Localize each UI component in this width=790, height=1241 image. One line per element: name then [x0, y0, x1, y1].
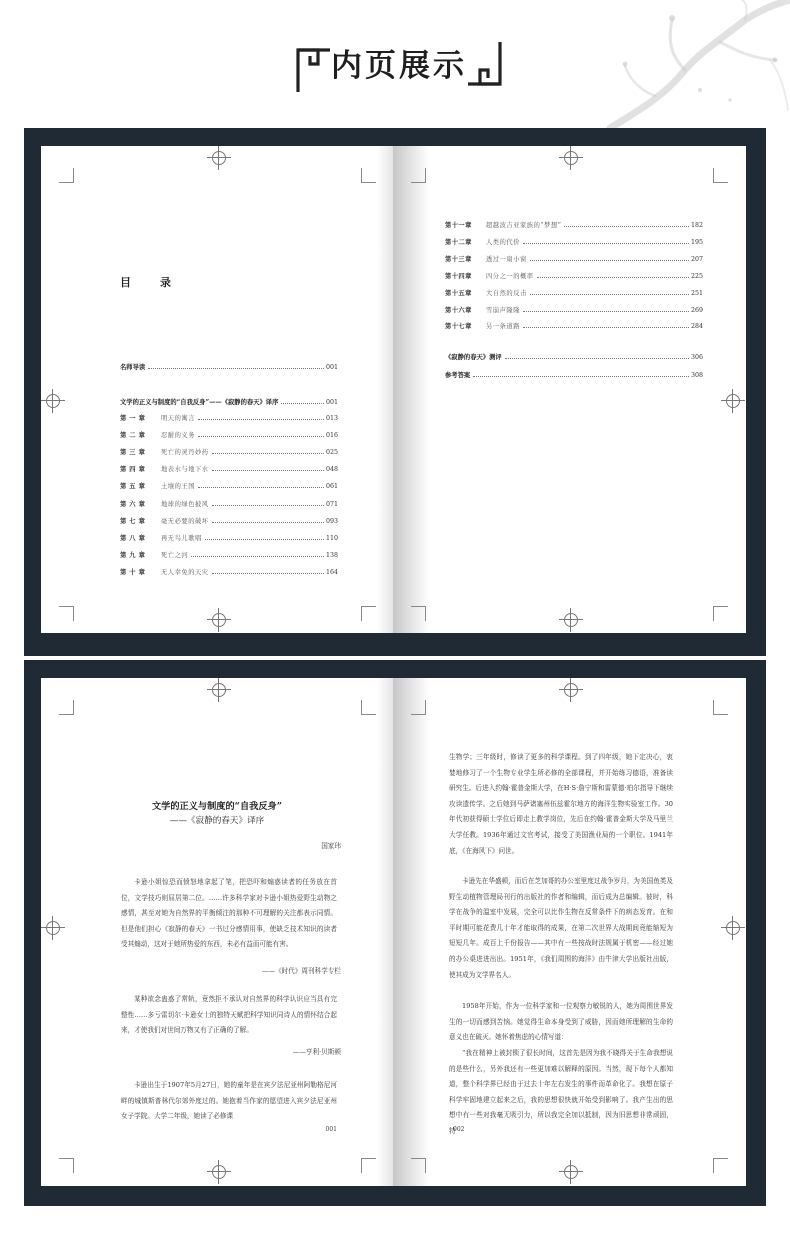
- page-shadow: [377, 678, 393, 1186]
- chapter-title: 明天的寓言: [161, 415, 195, 422]
- toc-heading: 目 录: [120, 276, 180, 289]
- chapter-title: 大自然的反击: [486, 289, 527, 297]
- chapter-page: 016: [325, 432, 338, 440]
- leader-dots: [564, 226, 689, 227]
- chapter-title: 四分之一的概率: [486, 272, 534, 280]
- chapter-title: 再无鸟儿歌唱: [161, 534, 202, 542]
- chapter-page: 048: [325, 466, 338, 474]
- chapter-title: 另一条道路: [486, 323, 520, 331]
- crop-mark-icon: [713, 606, 728, 621]
- leader-dots: [198, 487, 324, 488]
- toc-entry: [445, 237, 703, 246]
- toc-entry: [120, 499, 338, 508]
- leader-dots: [530, 294, 689, 295]
- chapter-page: 164: [325, 568, 338, 576]
- leader-dots: [212, 453, 324, 454]
- chapter-title: 超越波吉亚家族的“梦想”: [486, 222, 562, 229]
- toc-list-right: [445, 220, 703, 410]
- chapter-page: 195: [690, 238, 703, 246]
- leader-dots: [212, 573, 324, 574]
- crop-mark-icon: [59, 168, 74, 183]
- chapter-number: 第 七 章: [120, 517, 146, 525]
- chapter-page: 269: [690, 306, 703, 314]
- chapter-page: 025: [325, 449, 338, 457]
- crop-mark-icon: [59, 1158, 74, 1173]
- leader-dots: [212, 470, 324, 471]
- toc-entry: [120, 533, 338, 542]
- registration-mark-icon: [563, 150, 579, 166]
- essay-author: 国家玮: [321, 842, 341, 850]
- toc-entry: [120, 430, 338, 439]
- registration-mark-icon: [211, 1164, 227, 1180]
- body-paragraph: 1958年开始，作为一位科学家和一位观察力敏锐的人，她为周围世界发生的一切而感到苦恼。她觉得生命本身受到了威胁，因而她所理解的生命的意义也在破灭。她怀着焦虑的心情写道：: [449, 1002, 673, 1042]
- page-number: 001: [325, 1126, 337, 1133]
- ink-branch-decoration: [570, 0, 790, 128]
- chapter-number: 第十四章: [445, 272, 472, 280]
- bracket-right-icon: [466, 40, 502, 94]
- toc-page-left: [41, 146, 393, 633]
- page-shadow: [393, 146, 429, 633]
- spread-toc: [24, 128, 766, 656]
- leader-dots: [530, 260, 689, 261]
- leader-dots: [205, 539, 324, 540]
- chapter-page: 284: [690, 323, 703, 331]
- toc-entry: [120, 413, 338, 422]
- section-title-text: 内页展示: [331, 48, 467, 84]
- chapter-page: 110: [325, 534, 338, 542]
- chapter-number: 第十一章: [445, 222, 472, 229]
- registration-mark-icon: [45, 920, 61, 936]
- chapter-page: 251: [690, 289, 703, 297]
- registration-mark-icon: [563, 612, 579, 628]
- toc-entry: 文学的正义与制度的“自我反身”——《寂静的春天》译序 001: [120, 399, 338, 406]
- chapter-title: 雪崩声隆隆: [486, 306, 520, 314]
- toc-entry: 名师导读 001: [120, 364, 338, 371]
- chapter-title: 土壤的王国: [161, 483, 195, 491]
- toc-entry: [445, 271, 703, 280]
- chapter-number: 第 十 章: [120, 568, 146, 576]
- chapter-number: 第十三章: [445, 255, 472, 263]
- registration-mark-icon: [563, 1164, 579, 1180]
- chapter-title: 毫无必要的破坏: [161, 517, 209, 525]
- chapter-number: 第 九 章: [120, 551, 146, 559]
- leader-dots: [523, 243, 689, 244]
- crop-mark-icon: [59, 700, 74, 715]
- crop-mark-icon: [361, 700, 376, 715]
- chapter-page: 225: [690, 272, 703, 280]
- chapter-number: 第 二 章: [120, 432, 146, 440]
- registration-mark-icon: [563, 682, 579, 698]
- chapter-title: 无人幸免的天灾: [161, 568, 209, 576]
- leader-dots: [537, 277, 689, 278]
- crop-mark-icon: [411, 606, 426, 621]
- preface-page-right: [393, 678, 746, 1186]
- chapter-page: 093: [325, 517, 338, 525]
- chapter-page: 013: [325, 415, 338, 422]
- toc-entry: [445, 321, 703, 330]
- chapter-number: 第十六章: [445, 306, 472, 314]
- toc-list-left: [120, 362, 338, 622]
- chapter-page: 182: [690, 222, 703, 229]
- crop-mark-icon: [411, 700, 426, 715]
- epigraph-1: 卡逊小姐惊恐而愤怒地拿起了笔，把恐吓和煽惑读者的任务放在首位，文学技巧则屈居第二位。……许多科学家对卡逊小姐热爱野生动物之感情，甚至对她为自然界的平衡倾注的那种不可理解的关注都表示同情。但是他们担心《寂静的春天》一书过分感情用事，使缺乏技术知识的读者受其煽动，这对于她所热爱的东西，未必有益而可能有害。: [121, 878, 337, 949]
- chapter-title: 地球的绿色披风: [161, 500, 209, 508]
- toc-entry: [120, 481, 338, 490]
- toc-entry: [120, 567, 338, 576]
- epigraph-2: 某种欲念蛊惑了常轨，竟然拒不承认对自然界的科学认识应当具有完整性……多亏雷切尔·卡逊女士的独特天赋把科学知识同诗人的情怀结合起来，才使我们对世间万物又有了正确的了解。: [121, 995, 337, 1035]
- toc-entry: [120, 516, 338, 525]
- leader-dots: [523, 327, 689, 328]
- toc-entry: [120, 447, 338, 456]
- essay-subtitle: ——《寂静的春天》译序: [169, 816, 265, 826]
- registration-mark-icon: [211, 150, 227, 166]
- chapter-number: 第 五 章: [120, 483, 146, 491]
- chapter-page: 061: [325, 483, 338, 491]
- crop-mark-icon: [713, 168, 728, 183]
- leader-dots: [198, 436, 324, 437]
- epigraph-2-attribution: ——亨利·贝斯顿: [292, 1048, 341, 1056]
- crop-mark-icon: [713, 700, 728, 715]
- chapter-title: 地表水与地下水: [161, 466, 209, 474]
- toc-entry: [120, 464, 338, 473]
- leader-dots: [198, 419, 324, 420]
- chapter-number: 第 四 章: [120, 466, 146, 474]
- chapter-number: 第 一 章: [120, 415, 146, 422]
- leader-dots: [212, 505, 324, 506]
- toc-entry: 《寂静的春天》测评 306: [445, 354, 703, 361]
- chapter-page: 071: [325, 500, 338, 508]
- chapter-number: 第 八 章: [120, 534, 146, 542]
- page-number: 002: [453, 1126, 465, 1133]
- chapter-number: 第 三 章: [120, 449, 146, 457]
- registration-mark-icon: [211, 682, 227, 698]
- chapter-title: 死亡之河: [161, 551, 189, 559]
- crop-mark-icon: [411, 168, 426, 183]
- crop-mark-icon: [411, 1158, 426, 1173]
- registration-mark-icon: [45, 393, 61, 409]
- body-paragraph: 卡逊先在华盛顿，而后在芝加哥的办公室里度过战争岁月，为美国鱼类及野生动植物管理局刊行的出版社的作者和编辑，而后成为总编辑。彼时，科学在战争的温室中发展，完全可以比作生物在反常条件下的病态发育。在和平时期可能花费几十年才能取得的成果，在第二次世界大战期间竟能缩短为短短几年。成百上千份报告——其中有一些按战时法规属于机密——经过她的办公桌进进出出。1951年，《我们周围的海洋》由牛津大学出版社出版，使其成为文学界名人。: [449, 877, 673, 979]
- chapter-title: 忍耐的义务: [161, 432, 195, 440]
- chapter-title: 死亡的灵丹妙药: [161, 449, 209, 457]
- body-paragraph: 卡逊出生于1907年5月27日，她的童年是在宾夕法尼亚州阿勒格尼河畔的城镇斯普林代尔郊外度过的。她抱着当作家的愿望进入宾夕法尼亚州女子学院。大学二年级，她读了必修课: [121, 1081, 337, 1121]
- spread-preface: [24, 660, 766, 1206]
- chapter-number: 第十五章: [445, 289, 472, 297]
- body-paragraph: “我在精神上被封锁了很长时间，这首先是因为我不晓得关于生命我想说的是些什么，另外我还有一些更加难以解释的原因。当然，现下每个人都知道，整个科学界已经由于过去十年左右发生的事件而革命化了。我想在原子科学牢固地建立起来之后，我的思想很快就开始受到影响了。我产生出的思想中有一些对我毫无吸引力，所以我完全加以抵制，因为旧思想非常顽固，特: [449, 1049, 673, 1135]
- preface-page-left: [41, 678, 393, 1186]
- chapter-number: 第十七章: [445, 323, 472, 331]
- leader-dots: [212, 522, 324, 523]
- chapter-title: 透过一扇小窗: [486, 255, 527, 263]
- registration-mark-icon: [725, 920, 741, 936]
- essay-title: 文学的正义与制度的“自我反身”: [151, 801, 282, 812]
- toc-entry: [445, 254, 703, 263]
- registration-mark-icon: [725, 393, 741, 409]
- toc-entry: [120, 550, 338, 559]
- chapter-number: 第十二章: [445, 238, 472, 246]
- chapter-title: 人类的代价: [486, 238, 520, 246]
- crop-mark-icon: [361, 606, 376, 621]
- chapter-page: 138: [325, 551, 338, 559]
- crop-mark-icon: [361, 1158, 376, 1173]
- body-paragraph: 生物学；三年级时，修读了更多的科学课程。到了四年级，她下定决心，衷婪地修习了一个生物专业学生所必修的全部课程，并开始练习德语，准备读研究生。后进入约翰·霍普金斯大学，在H·S·詹宁斯和雷蒙德·珀尔指导下继续攻读遗传学。之后她到马萨诸塞州伍兹霍尔地方的海洋生物实验室工作。30年代初获得硕士学位后即走上教学岗位，先后在约翰·霍普金斯大学及马里兰大学任教。1936年通过文官考试，接受了美国渔业局的一个职位。1941年底，《在海风下》问世。: [449, 753, 673, 855]
- toc-entry: [445, 220, 703, 229]
- leader-dots: [191, 556, 324, 557]
- crop-mark-icon: [59, 606, 74, 621]
- crop-mark-icon: [361, 168, 376, 183]
- epigraph-1-attribution: ——《时代》周刊科学专栏: [261, 967, 341, 975]
- page-shadow: [377, 146, 393, 633]
- toc-entry: [445, 305, 703, 314]
- crop-mark-icon: [713, 1158, 728, 1173]
- leader-dots: [523, 311, 689, 312]
- page-header: [0, 0, 790, 128]
- toc-page-right: [393, 146, 746, 633]
- bracket-left-icon: [296, 40, 332, 94]
- toc-entry: 参考答案 308: [445, 372, 703, 379]
- chapter-page: 207: [690, 255, 703, 263]
- chapter-number: 第 六 章: [120, 500, 146, 508]
- toc-entry: [445, 288, 703, 297]
- page-shadow: [393, 678, 429, 1186]
